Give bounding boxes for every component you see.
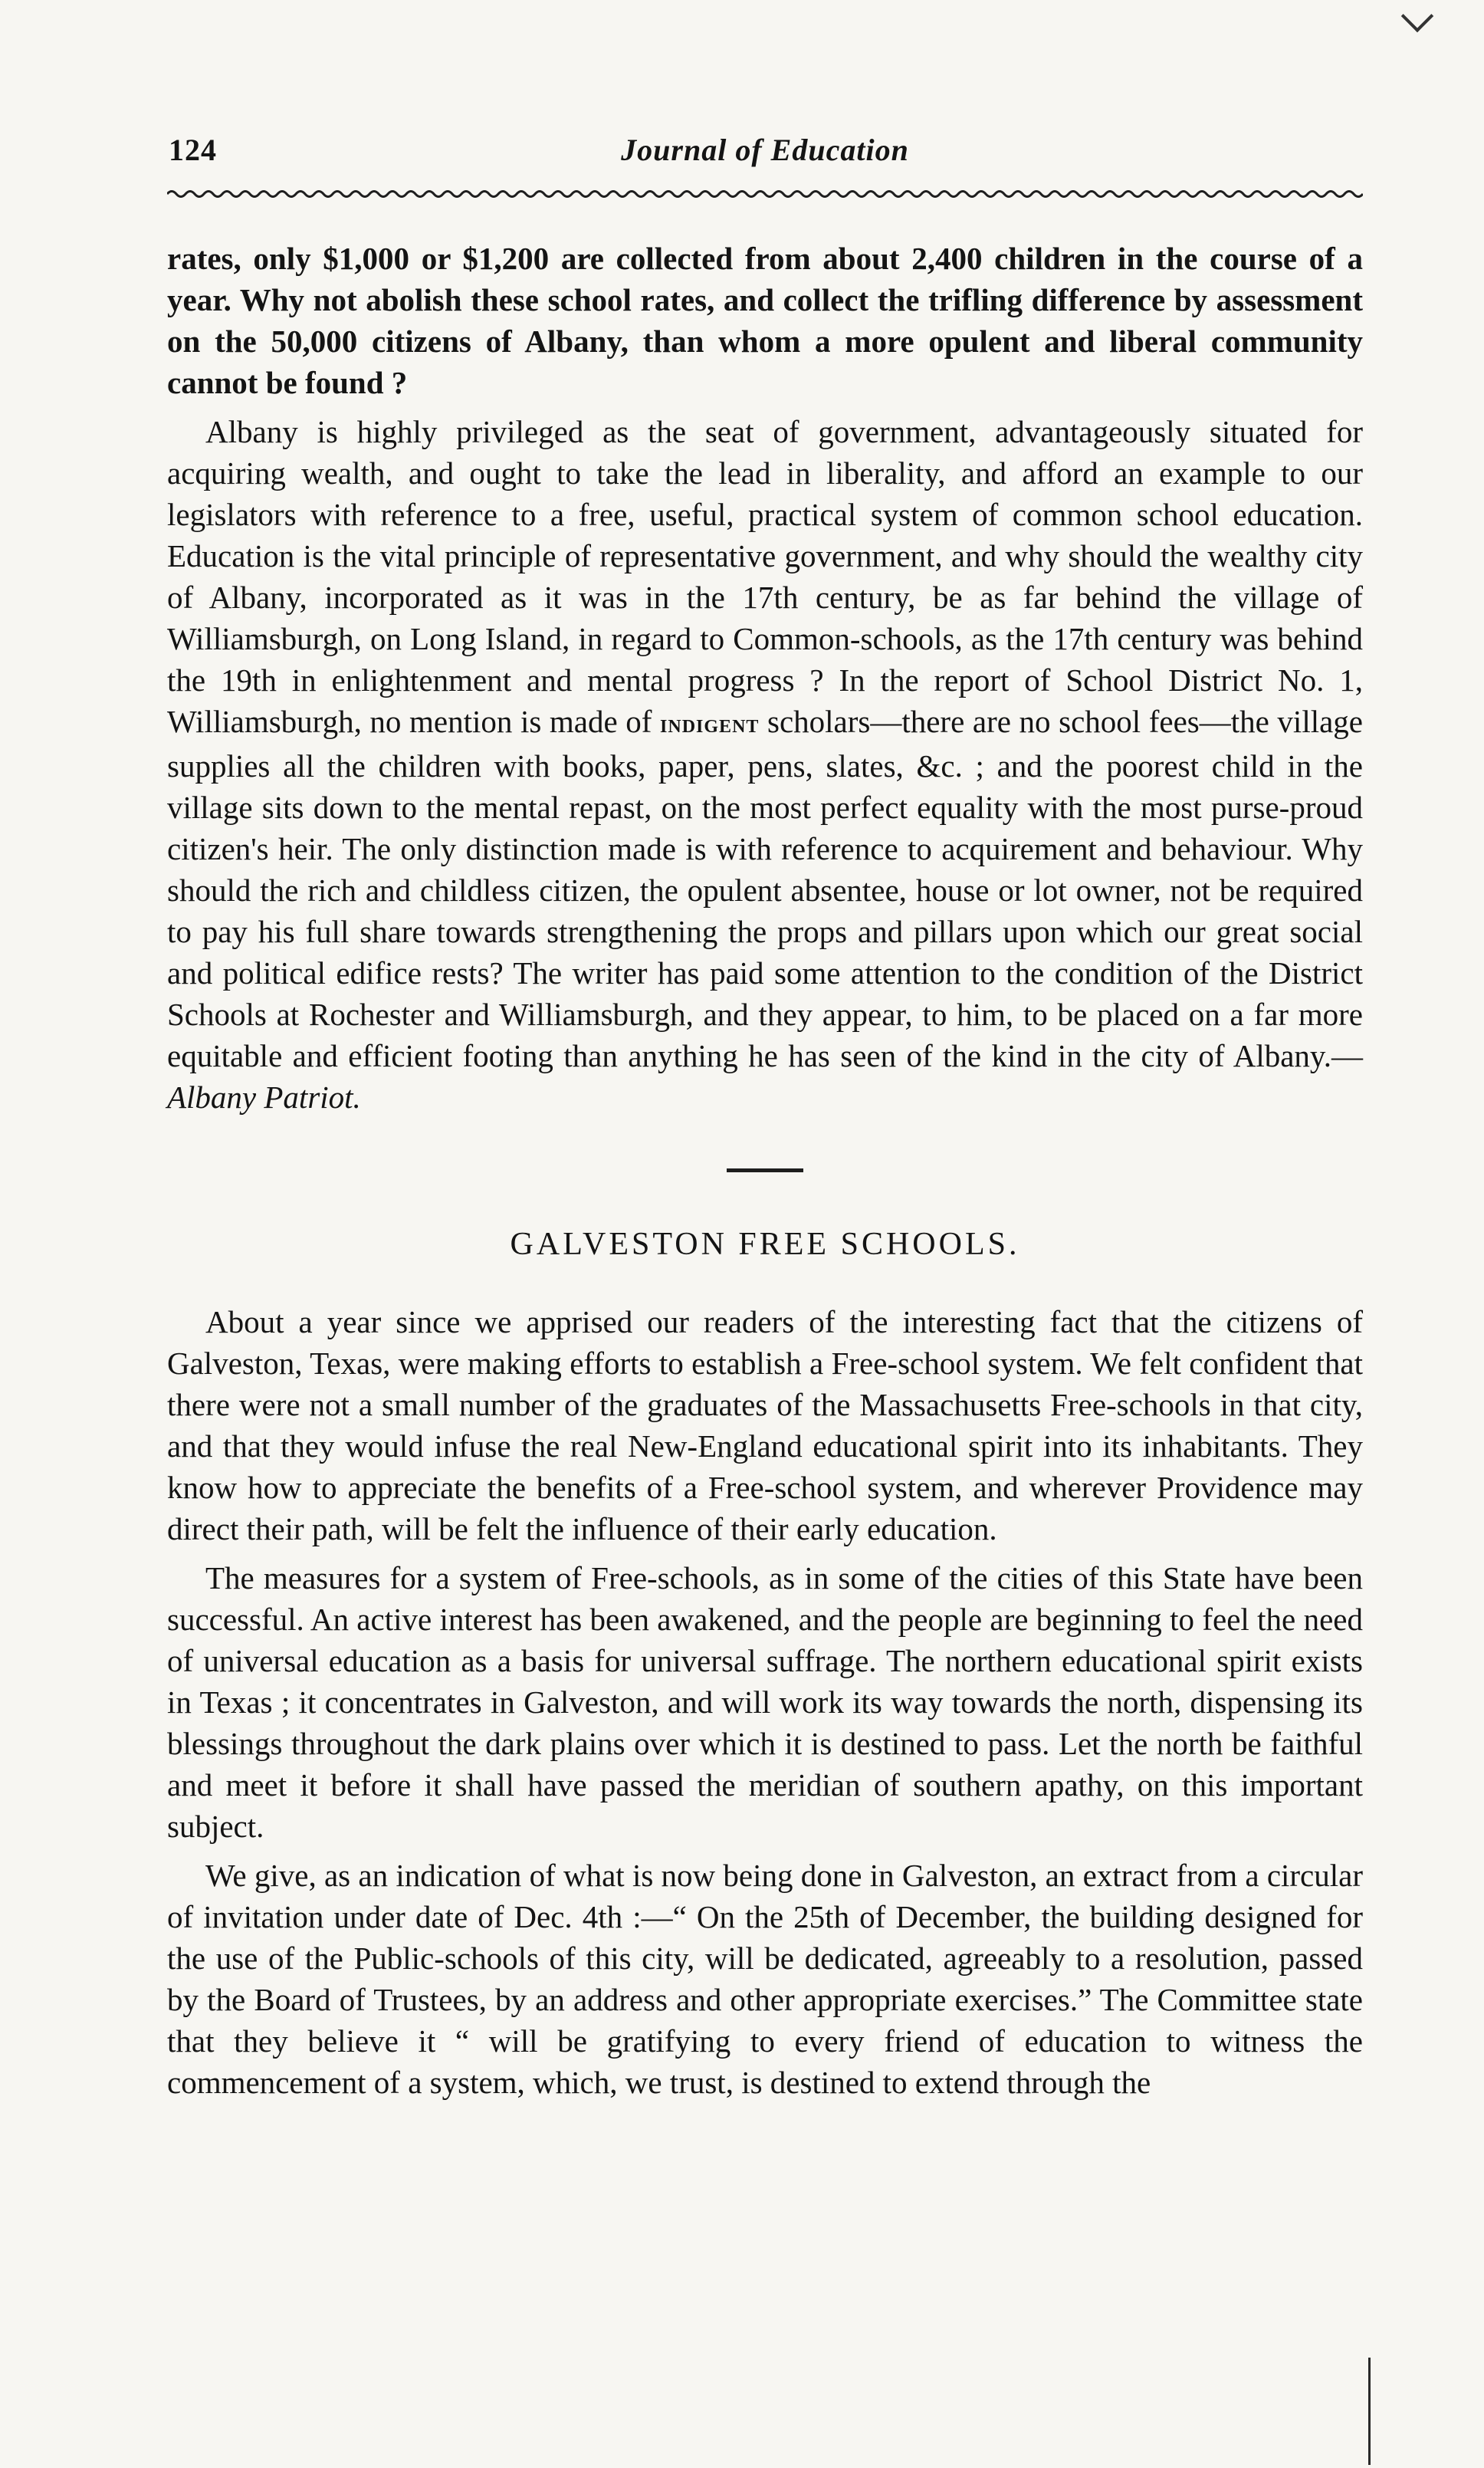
header-wavy-rule (167, 189, 1363, 199)
galveston-article (167, 1301, 1363, 2103)
running-head: Journal of Education (621, 133, 909, 167)
paragraph-galveston-3: We give, as an indication of what is now being done in Galveston, an extract from a circular of invitation under date of Dec. 4th :—“ On the 25th of December, the building designed for the use of the Public-schools of this city, will be dedicated, agreeably to a resolution, passed by the Board of Trustees, by an address and other appropriate exercises.” The Committee state that they believe it “ will be gratifying to every friend of education to witness the commencement of a system, which, we trust, is destined to extend through the (167, 1858, 1363, 2100)
margin-mark (1368, 2358, 1371, 2465)
page-header (167, 130, 1363, 176)
paragraph-galveston-1: About a year since we apprised our readers of the interesting fact that the citizens of Galveston, Texas, were making efforts to establish a Free-school system. We felt confident that there were not a small number of the graduates of the Massachusetts Free-schools in that city, and that they would infuse the real New-England educational spirit into its inhabitants. They know how to appreciate the benefits of a Free-school system, and wherever Providence may direct their path, will be felt the influence of their early education. (167, 1304, 1363, 1546)
paragraph-albany-text: Albany is highly privileged as the seat of government, advantageously situated for acquiring wealth, and ought to take the lead in liberality, and afford an example to our legislators with reference to a free, useful, practical system of common school education. Education is the vital principle of representative government, and why should the wealthy city of Albany, incorporated as it was in the 17th century, be as far behind the village of Williamsburgh, on Long Island, in regard to Common-schools, as the 17th century was behind the 19th in enlightenment and mental progress ? In the report of School District No. 1, Williamsburgh, no mention is made of (167, 414, 1363, 739)
indigent-smallcaps: indigent (660, 710, 760, 738)
paragraph-rates: rates, only $1,000 or $1,200 are collected from about 2,400 children in the course of a year. Why not abolish these school rates, and collect the trifling difference by assessment on the 50,000 citizens of Albany, than whom a more opulent and liberal community cannot be found ? (167, 241, 1363, 400)
section-separator (727, 1168, 803, 1172)
paragraph-albany (167, 411, 1363, 1118)
page-corner-mark (1401, 0, 1433, 32)
document-page (167, 130, 1363, 2111)
section-title: GALVESTON FREE SCHOOLS. (510, 1227, 1020, 1262)
source-citation: Albany Patriot. (167, 1080, 361, 1115)
paragraph-albany-text-cont: scholars—there are no school fees—the village supplies all the children with books, paper, pens, slates, &c. ; and the poorest child in the village sits down to the mental repast, on the most perfect equality with the most purse-proud citizen's heir. The only distinction made is with reference to acquirement and behaviour. Why should the rich and childless citizen, the opulent absentee, house or lot owner, not be required to pay his full share towards strengthening the props and pillars upon which our great social and political edifice rests? The writer has paid some attention to the condition of the District Schools at Rochester and Williamsburgh, and they appear, to him, to be placed on a far more equitable and efficient footing than anything he has seen of the kind in the city of Albany.— (167, 704, 1363, 1073)
paragraph-galveston-2: The measures for a system of Free-schools, as in some of the cities of this State have been successful. An active interest has been awakened, and the people are beginning to feel the need of universal education as a basis for universal suffrage. The northern educational spirit exists in Texas ; it concentrates in Galveston, and will work its way towards the north, dispensing its blessings throughout the dark plains over which it is destined to pass. Let the north be faithful and meet it before it shall have passed the meridian of southern apathy, on this important subject. (167, 1560, 1363, 1844)
article-continuation (167, 238, 1363, 1118)
page-number: 124 (169, 133, 217, 167)
